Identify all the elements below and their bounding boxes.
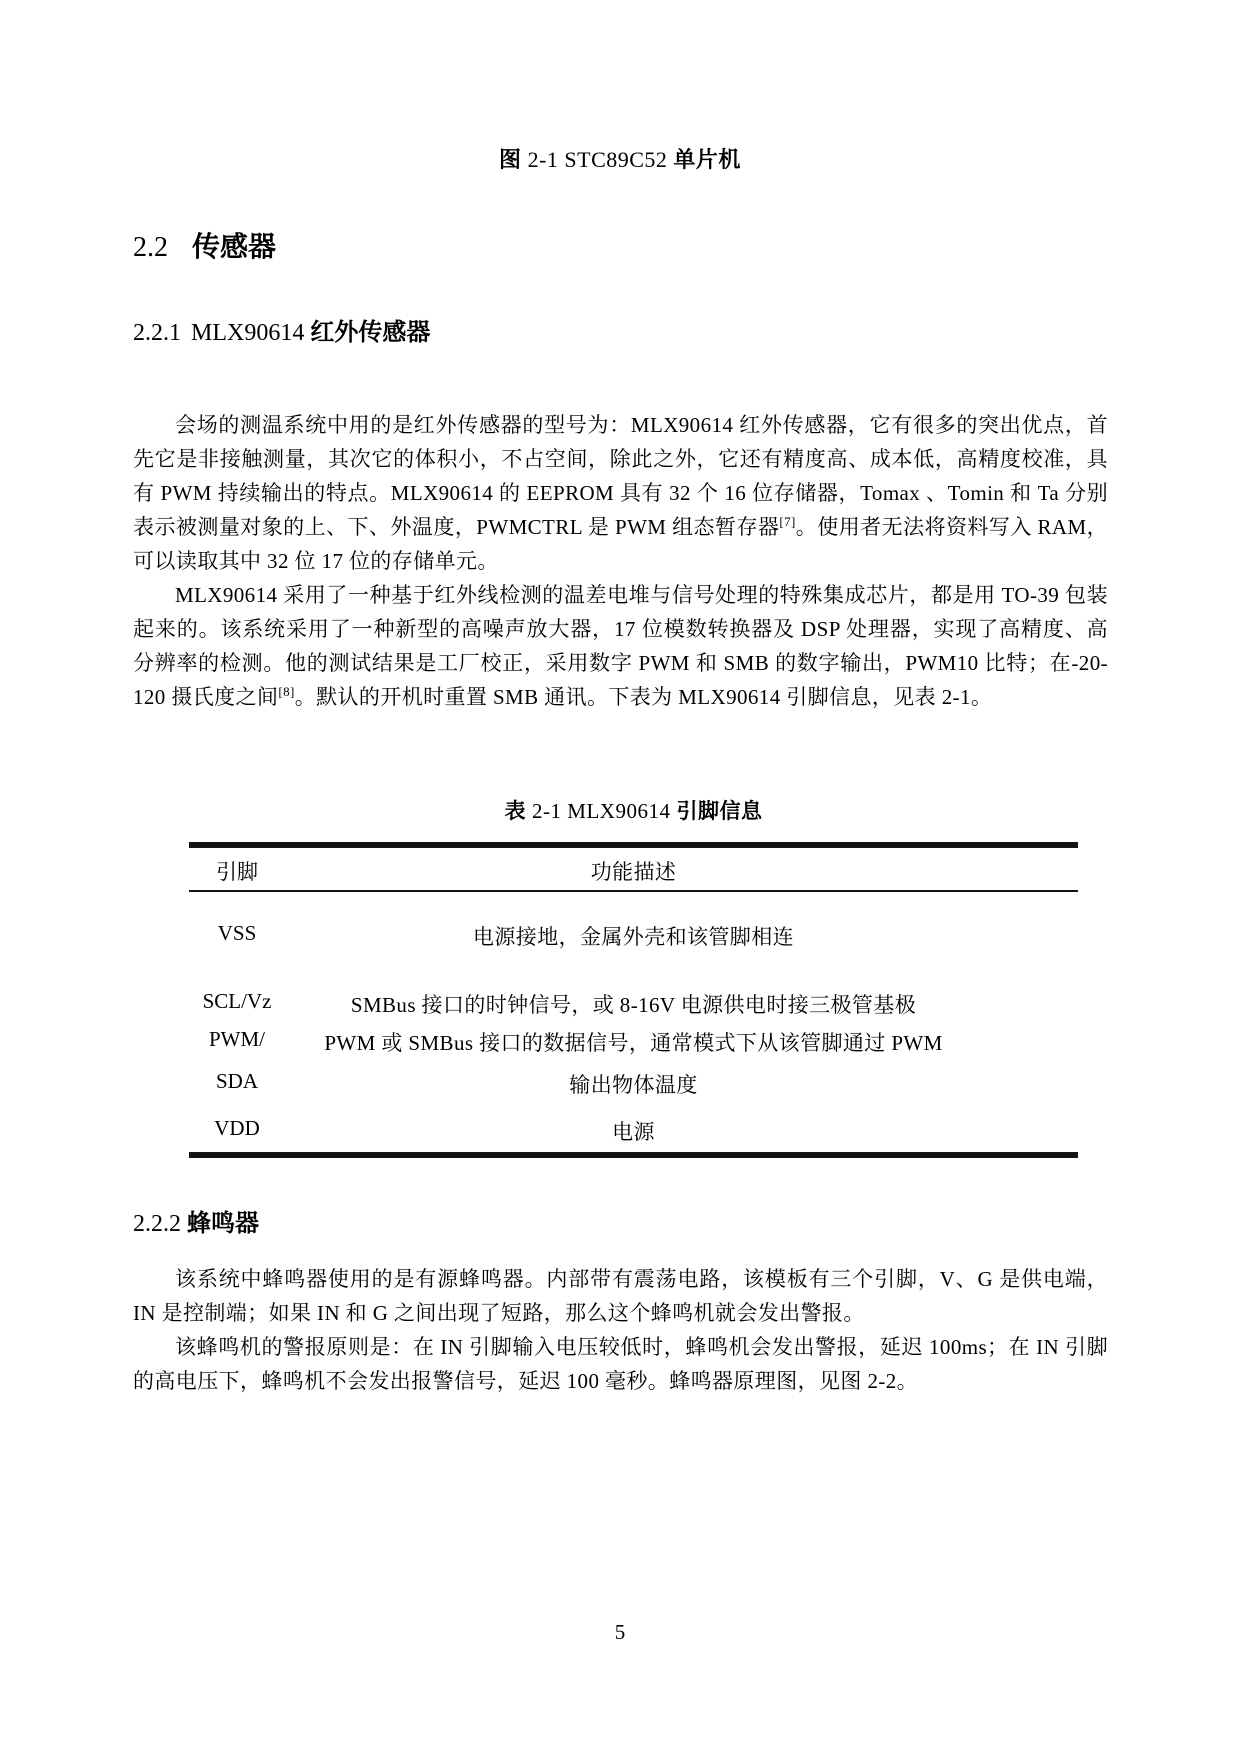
figure-caption-code: 2-1 STC89C52 (527, 147, 668, 172)
paragraph-buzzer-overview: 该系统中蜂鸣器使用的是有源蜂鸣器。内部带有震荡电路，该模板有三个引脚，V、G 是供电端，IN 是控制端；如果 IN 和 G 之间出现了短路，那么这个蜂鸣机就会发出警报。 (133, 1267, 1108, 1325)
cell-pin: PWM/ (208, 1027, 265, 1051)
paragraph-buzzer-alarm: 该蜂鸣机的警报原则是：在 IN 引脚输入电压较低时，蜂鸣机会发出警报，延迟 100ms；在 IN 引脚的高电压下，蜂鸣机不会发出报警信号，延迟 100 毫秒。蜂鸣器原理图，见图 2-2。 (133, 1335, 1108, 1393)
cell-desc: 输出物体温度 (569, 1073, 698, 1097)
paragraph-text: 会场的测温系统中用的是红外传感器的型号为：MLX90614 红外传感器，它有很多的突出优点，首先它是非接触测量，其次它的体积小，不占空间，除此之外，它还有精度高、成本低，高精度校准，具有 PWM 持续输出的特点。MLX90614 的 EEPROM 具有 32 个 16 位存储器，Tomax 、Tomin 和 Ta 分别表示被测量对象的上、下、外温度，PWMCTRL 是 PWM 组态暂存器 (133, 413, 1108, 539)
figure-caption-prefix: 图 (499, 147, 522, 172)
paragraph-text: MLX90614 采用了一种基于红外线检测的温差电堆与信号处理的特殊集成芯片，都是用 TO-39 包装起来的。该系统采用了一种新型的高噪声放大器，17 位模数转换器及 DSP 处理器，实现了高精度、高分辨率的检测。他的测试结果是工厂校正，采用数字 PWM 和 SMB 的数字输出，PWM10 比特；在-20-120 摄氏度之间 (133, 583, 1108, 709)
header-pin: 引脚 (216, 860, 258, 884)
citation-ref-7: [7] (779, 514, 796, 529)
cell-desc: PWM 或 SMBus 接口的数据信号，通常模式下从该管脚通过 PWM (324, 1031, 943, 1055)
subsection-heading-2-2-1 (133, 312, 430, 347)
subsection-number: 2.2.2 (133, 1211, 181, 1237)
paragraph-mlx-detail (133, 578, 1108, 714)
body-text-buzzer (133, 1262, 1108, 1398)
section-title: 传感器 (192, 231, 277, 262)
figure-caption-name: 单片机 (673, 147, 741, 172)
pin-info-table (189, 842, 1078, 1158)
subsection-title: 红外传感器 (310, 319, 431, 346)
table-header-row (189, 856, 1078, 884)
table-caption-code: 2-1 MLX90614 (532, 799, 671, 823)
cell-desc: 电源接地，金属外壳和该管脚相连 (473, 925, 794, 949)
figure-caption (0, 143, 1240, 174)
body-text-mlx90614 (133, 408, 1108, 714)
subsection-heading-2-2-2 (133, 1203, 259, 1238)
page-number: 5 (614, 1620, 626, 1644)
cell-desc: SMBus 接口的时钟信号，或 8-16V 电源供电时接三极管基极 (350, 993, 917, 1017)
table-row (189, 1116, 1078, 1144)
table-row-continued (189, 1069, 1078, 1097)
table-header-rule (189, 890, 1078, 892)
header-desc: 功能描述 (590, 860, 677, 884)
subsection-title: 蜂鸣器 (187, 1210, 259, 1237)
table-row (189, 921, 1078, 949)
table-caption-name: 引脚信息 (676, 800, 763, 823)
section-number: 2.2 (133, 232, 168, 263)
cell-pin: VSS (217, 921, 257, 945)
paragraph-text: 。使用者无法将资料写入 RAM，可以读取其中 32 位 17 位的存储单元。 (133, 515, 1109, 573)
table-caption (189, 795, 1078, 825)
section-heading-2-2 (133, 225, 276, 265)
citation-ref-8: [8] (278, 684, 295, 699)
cell-desc: 电源 (612, 1120, 655, 1144)
paragraph-mlx-overview (133, 408, 1108, 578)
subsection-code: MLX90614 (191, 320, 305, 346)
subsection-number: 2.2.1 (133, 320, 181, 346)
table-caption-prefix: 表 (504, 800, 527, 823)
cell-pin: SCL/Vz (202, 989, 272, 1013)
paragraph-text: 。默认的开机时重置 SMB 通讯。下表为 MLX90614 引脚信息，见表 2-1。 (294, 685, 993, 709)
cell-pin: VDD (214, 1116, 260, 1140)
table-row (189, 989, 1078, 1017)
cell-pin: SDA (215, 1069, 258, 1093)
table-row (189, 1027, 1078, 1055)
